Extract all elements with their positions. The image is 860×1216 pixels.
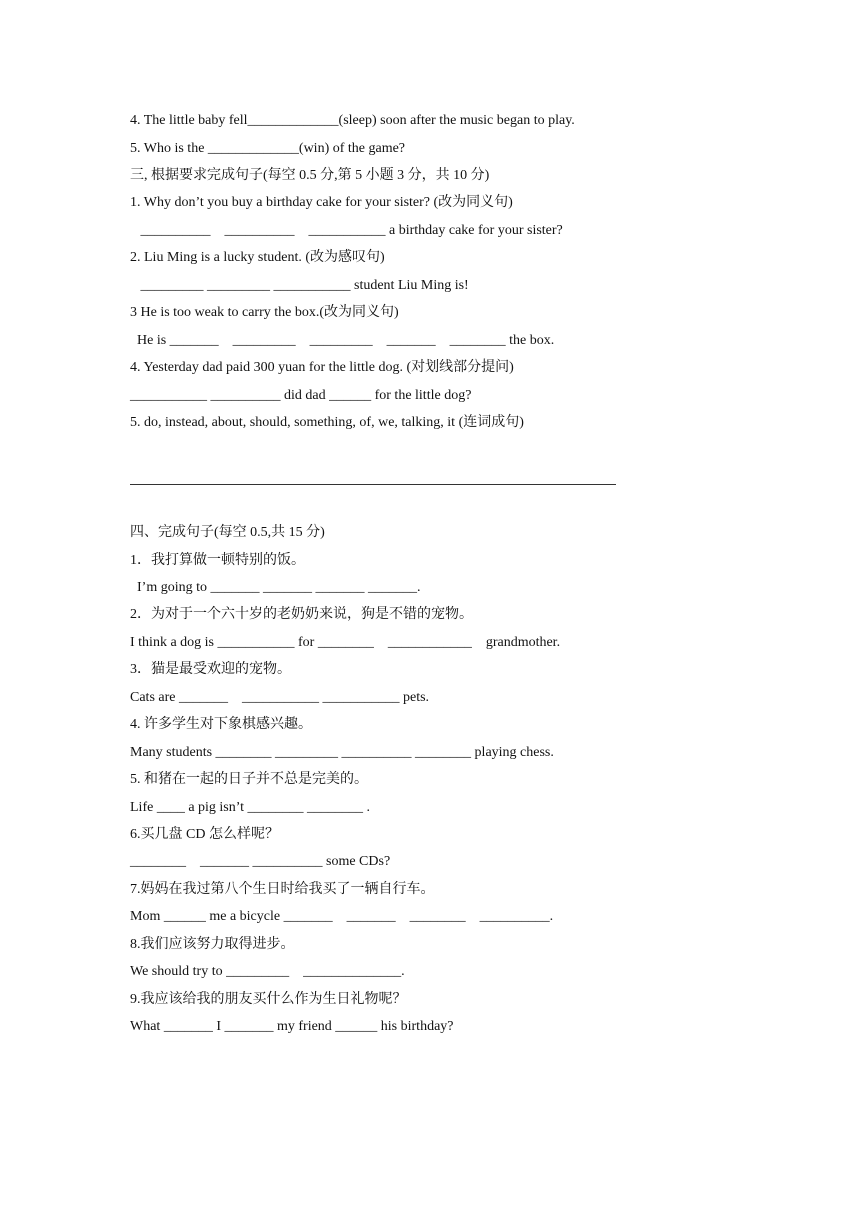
exercise-line: 5. Who is the _____________(win) of the game?	[130, 141, 406, 156]
answer-line: Life ____ a pig isn’t ________ ________ .	[130, 800, 371, 815]
answer-line: _________ _________ ___________ student Liu Ming is!	[130, 278, 469, 293]
exercise-line: 3．猫是最受欢迎的宠物。	[130, 662, 291, 677]
exercise-line: 2．为对于一个六十岁的老奶奶来说，狗是不错的宠物。	[130, 607, 473, 622]
answer-line: We should try to _________ ______________.	[130, 964, 405, 979]
exercise-line: 7.妈妈在我过第八个生日时给我买了一辆自行车。	[130, 882, 435, 897]
answer-line: I think a dog is ___________ for ________ ____________ grandmother.	[130, 635, 561, 650]
answer-line: ________ _______ __________ some CDs?	[130, 854, 391, 869]
exercise-line: 5. 和猪在一起的日子并不总是完美的。	[130, 772, 368, 787]
answer-line: ___________ __________ did dad ______ for the little dog?	[130, 388, 472, 403]
exercise-line: 6.买几盘 CD 怎么样呢？	[130, 827, 279, 842]
section-heading: 三, 根据要求完成句子(每空 0.5 分,第 5 小题 3 分，共 10 分)	[130, 168, 490, 183]
answer-rule	[130, 484, 616, 485]
exercise-line: 3 He is too weak to carry the box.(改为同义句)	[130, 305, 399, 320]
answer-line: What _______ I _______ my friend ______ his birthday?	[130, 1019, 454, 1034]
answer-line: __________ __________ ___________ a birthday cake for your sister?	[130, 223, 563, 238]
exercise-line: 8.我们应该努力取得进步。	[130, 937, 295, 952]
answer-line: Cats are _______ ___________ ___________ pets.	[130, 690, 430, 705]
answer-line: I’m going to _______ _______ _______ _______.	[130, 580, 421, 595]
exercise-line: 9.我应该给我的朋友买什么作为生日礼物呢？	[130, 992, 407, 1007]
exercise-line: 1．我打算做一顿特别的饭。	[130, 553, 305, 568]
exercise-line: 1. Why don’t you buy a birthday cake for your sister? (改为同义句)	[130, 195, 513, 210]
exercise-line: 5. do, instead, about, should, something, of, we, talking, it (连词成句)	[130, 415, 524, 430]
exercise-line: 4. Yesterday dad paid 300 yuan for the little dog. (对划线部分提问)	[130, 360, 514, 375]
exercise-line: 4. 许多学生对下象棋感兴趣。	[130, 717, 312, 732]
section-heading: 四、完成句子(每空 0.5,共 15 分)	[130, 525, 325, 540]
exercise-line: 2. Liu Ming is a lucky student. (改为感叹句)	[130, 250, 385, 265]
answer-line: Many students ________ _________ __________ ________ playing chess.	[130, 745, 554, 760]
answer-line: Mom ______ me a bicycle _______ _______ ________ __________.	[130, 909, 554, 924]
exercise-line: 4. The little baby fell_____________(sleep) soon after the music began to play.	[130, 113, 575, 128]
answer-line: He is _______ _________ _________ _______ ________ the box.	[130, 333, 555, 348]
